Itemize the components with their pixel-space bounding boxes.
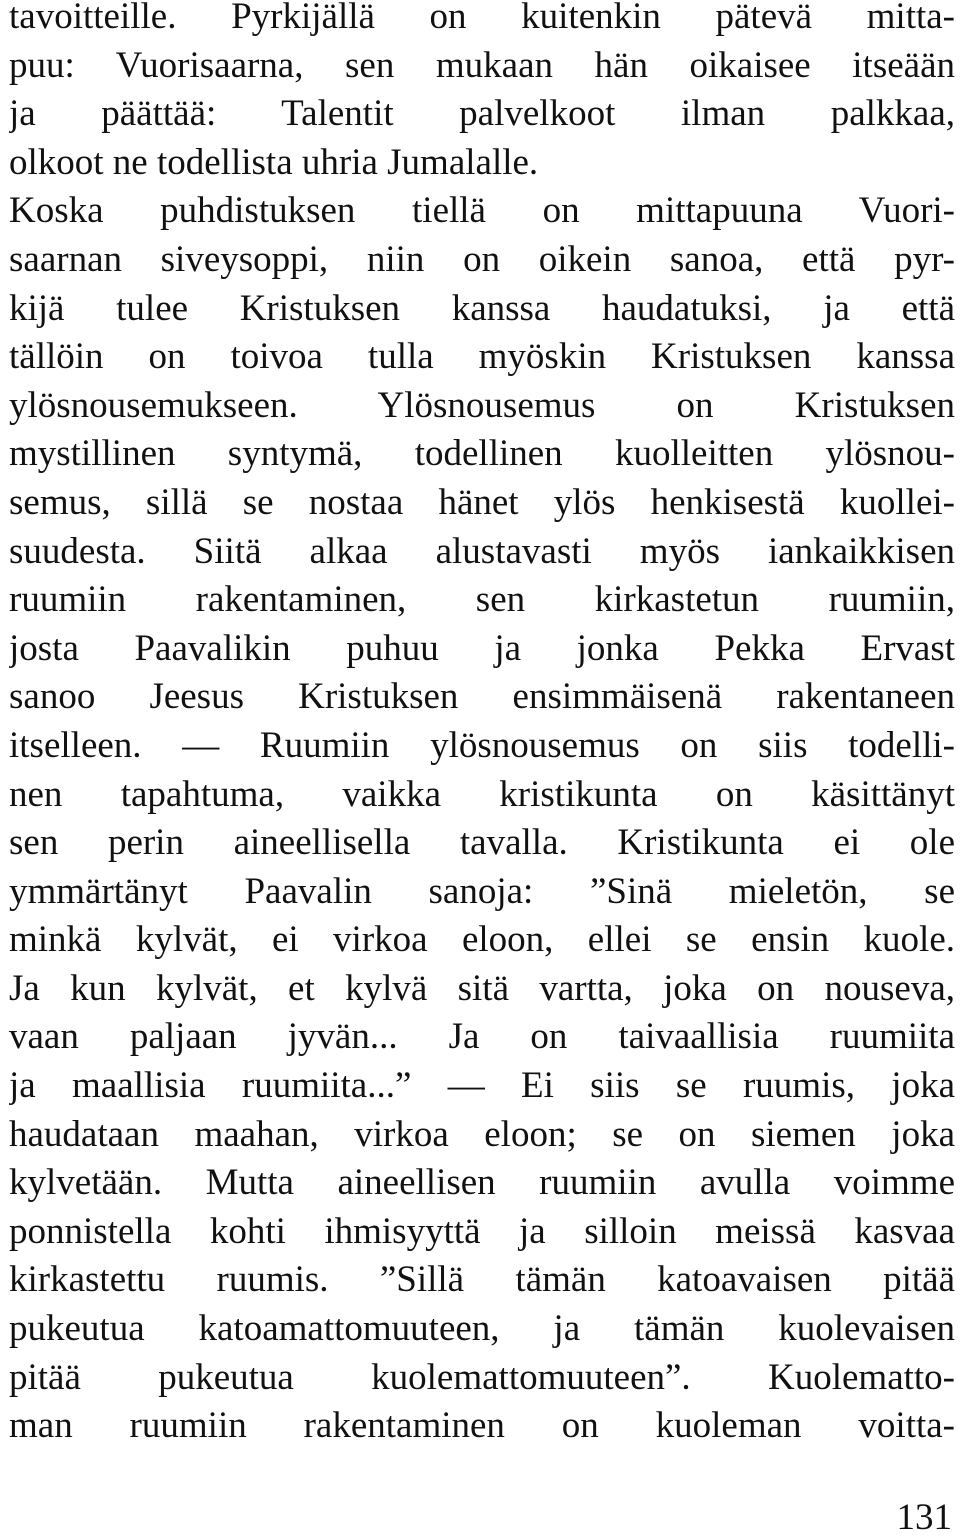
text-line: sen perin aineellisella tavalla. Kristikunta ei ole	[9, 822, 955, 864]
text-line: ja maallisia ruumiita...” — Ei siis se ruumis, joka	[9, 1065, 955, 1107]
text-line: ruumiin rakentaminen, sen kirkastetun ruumiin,	[9, 579, 955, 621]
text-line: tavoitteille. Pyrkijällä on kuitenkin pätevä mitta-	[9, 0, 955, 37]
text-line: man ruumiin rakentaminen on kuoleman voitta-	[9, 1405, 955, 1447]
book-page-text	[9, 0, 955, 1451]
text-line: josta Paavalikin puhuu ja jonka Pekka Ervast	[9, 627, 955, 669]
text-line: haudataan maahan, virkoa eloon; se on siemen joka	[9, 1113, 955, 1155]
text-line: vaan paljaan jyvän... Ja on taivaallisia ruumiita	[9, 1016, 955, 1058]
text-line: mystillinen syntymä, todellinen kuolleitten ylösnou-	[9, 433, 955, 475]
page-number: 131	[896, 1497, 952, 1538]
text-line: ponnistella kohti ihmisyyttä ja silloin meissä kasvaa	[9, 1210, 955, 1252]
text-line: kijä tulee Kristuksen kanssa haudatuksi, ja että	[9, 287, 955, 329]
text-line: ymmärtänyt Paavalin sanoja: ”Sinä mieletön, se	[9, 870, 955, 912]
text-line: ylösnousemukseen. Ylösnousemus on Kristuksen	[9, 384, 955, 426]
text-line: kirkastettu ruumis. ”Sillä tämän katoavaisen pitää	[9, 1259, 955, 1301]
text-line: pukeutua katoamattomuuteen, ja tämän kuolevaisen	[9, 1308, 955, 1350]
text-line: kylvetään. Mutta aineellisen ruumiin avulla voimme	[9, 1162, 955, 1204]
text-line: ja päättää: Talentit palvelkoot ilman palkkaa,	[9, 93, 955, 135]
text-line: sanoo Jeesus Kristuksen ensimmäisenä rakentaneen	[9, 676, 955, 718]
text-line: semus, sillä se nostaa hänet ylös henkisestä kuollei-	[9, 481, 955, 523]
text-line: suudesta. Siitä alkaa alustavasti myös iankaikkisen	[9, 530, 955, 572]
text-line: Ja kun kylvät, et kylvä sitä vartta, joka on nouseva,	[9, 967, 955, 1009]
text-line: Koska puhdistuksen tiellä on mittapuuna Vuori-	[9, 190, 955, 232]
text-line: nen tapahtuma, vaikka kristikunta on käsittänyt	[9, 773, 955, 815]
text-line: puu: Vuorisaarna, sen mukaan hän oikaisee itseään	[9, 44, 955, 86]
text-line: minkä kylvät, ei virkoa eloon, ellei se ensin kuole.	[9, 919, 955, 961]
text-line: saarnan siveysoppi, niin on oikein sanoa, että pyr-	[9, 238, 955, 280]
text-line: itselleen. — Ruumiin ylösnousemus on siis todelli-	[9, 724, 955, 766]
text-line: pitää pukeutua kuolemattomuuteen”. Kuolematto-	[9, 1356, 955, 1398]
text-line: olkoot ne todellista uhria Jumalalle.	[9, 141, 539, 183]
text-line: tällöin on toivoa tulla myöskin Kristuksen kanssa	[9, 336, 955, 378]
